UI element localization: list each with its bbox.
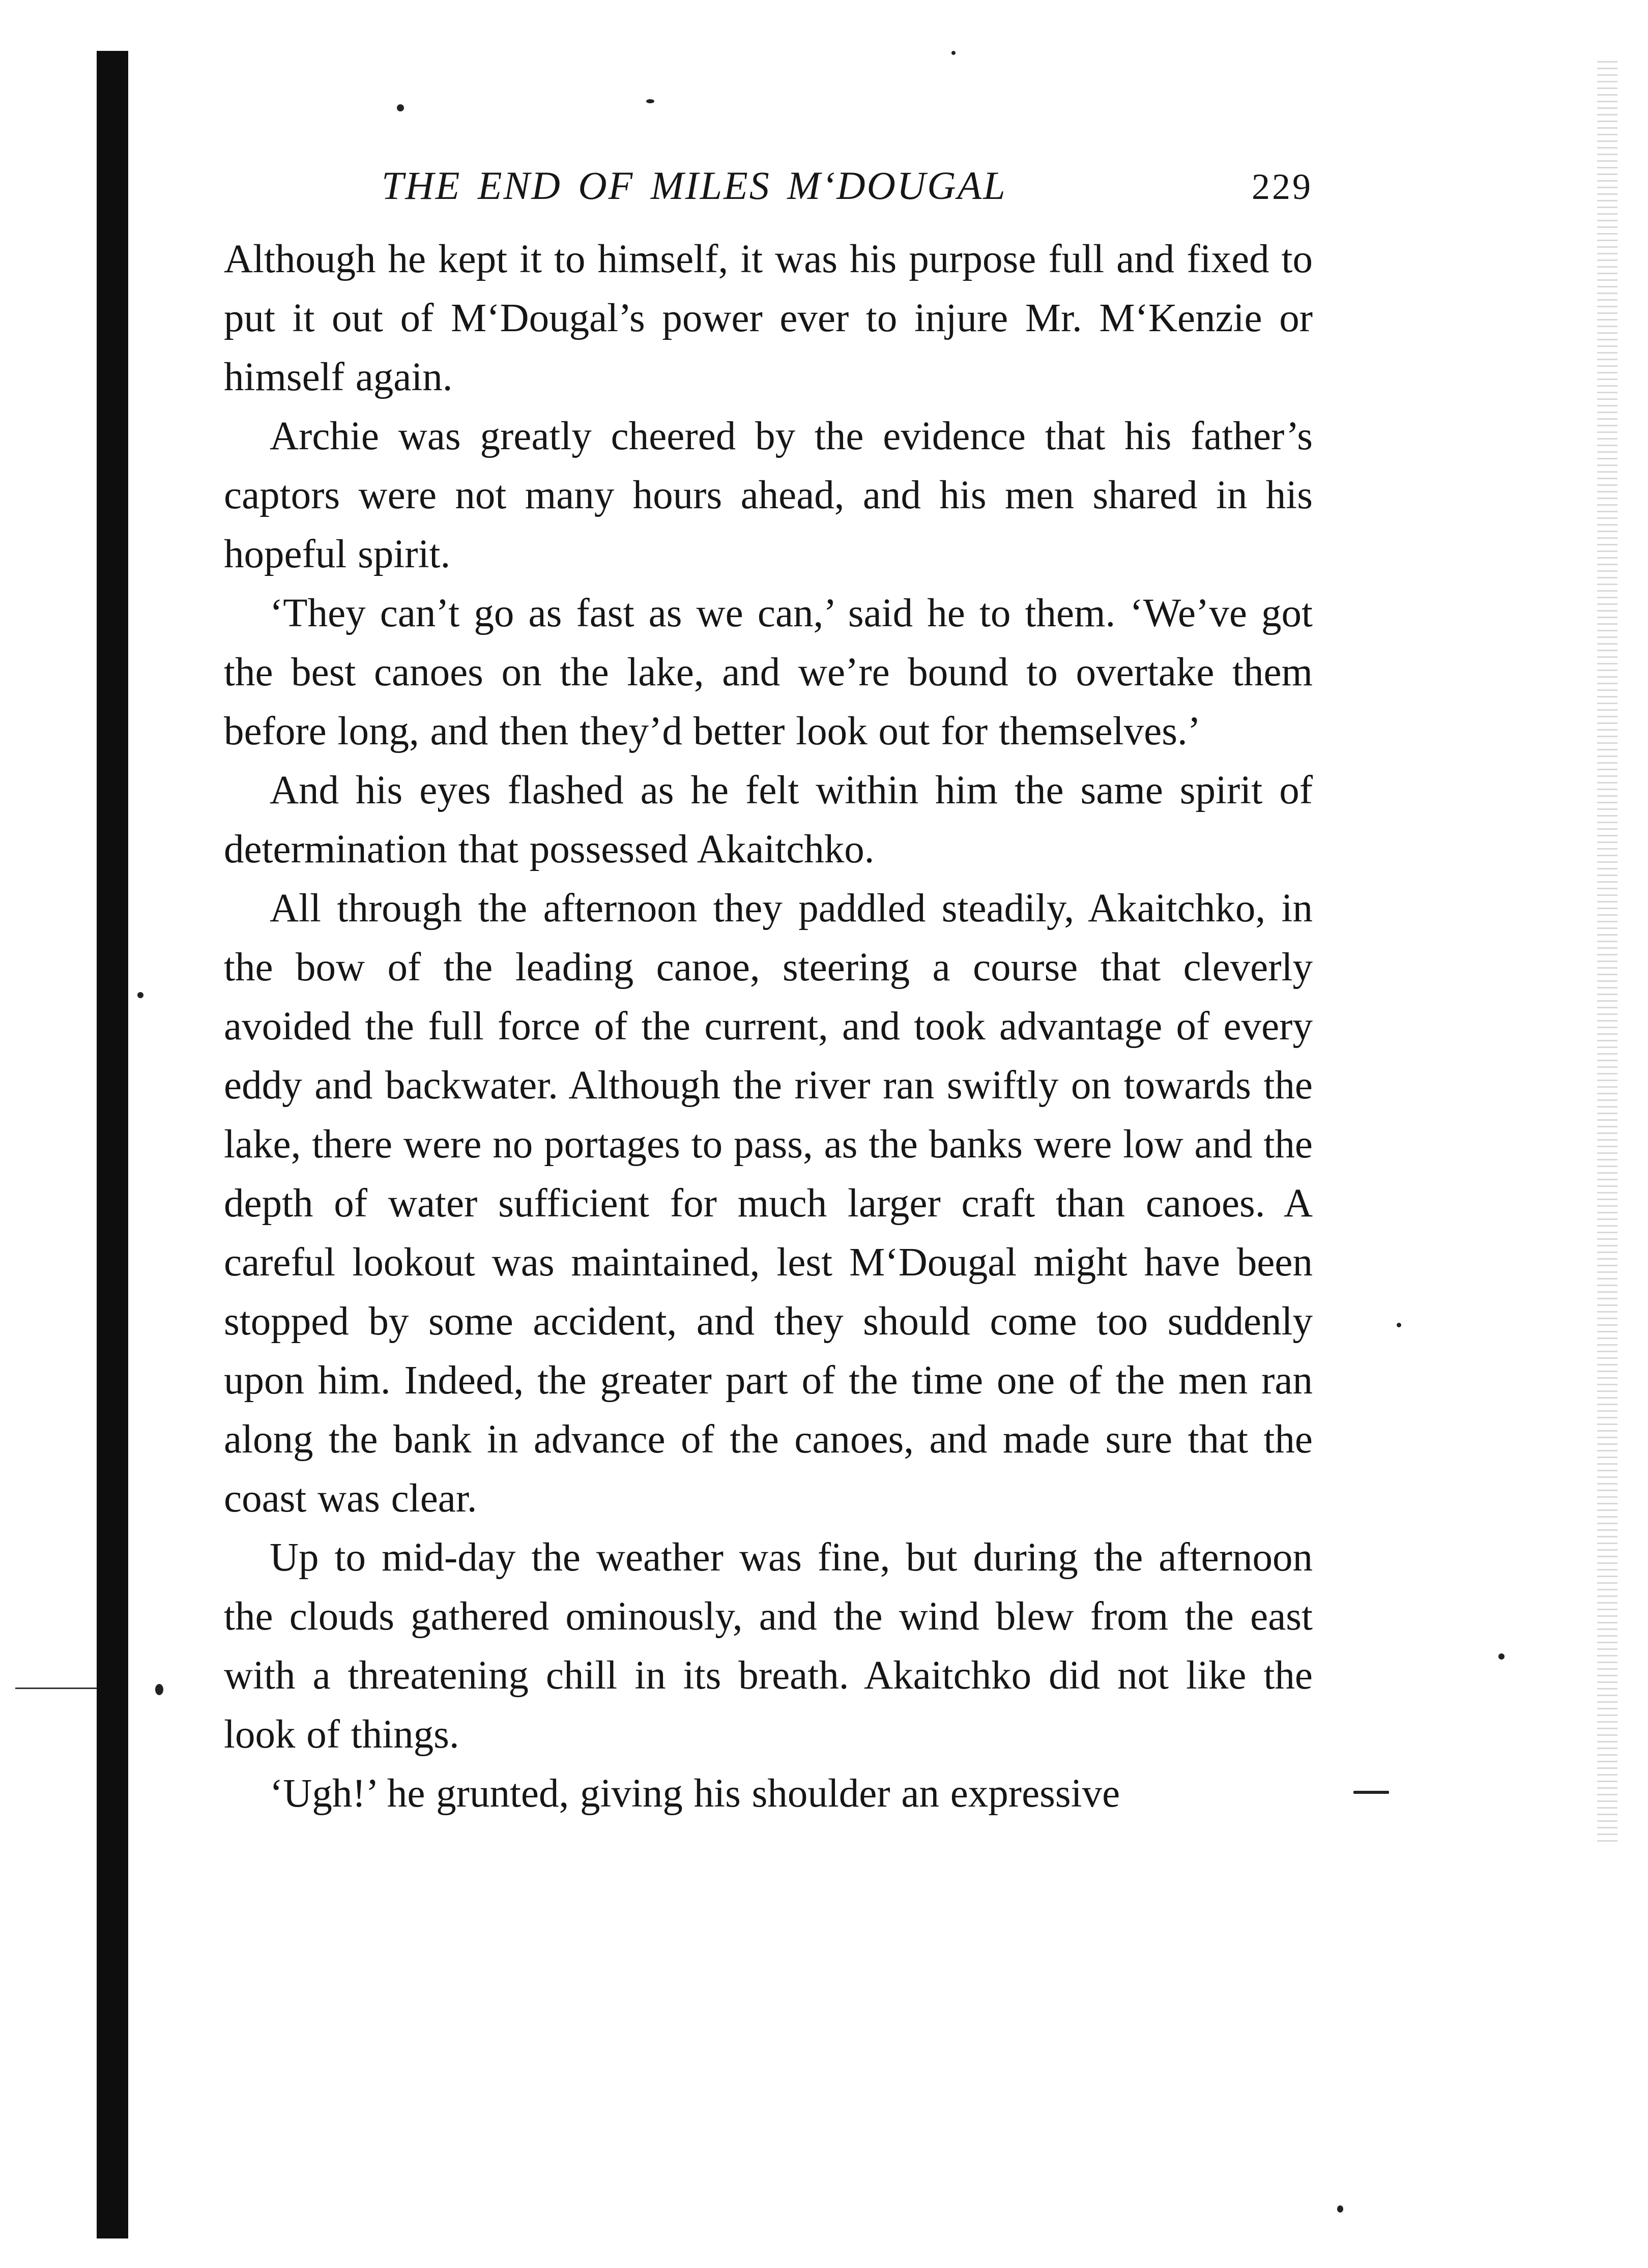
binding-shadow [97, 51, 128, 2238]
speck [1337, 2205, 1343, 2213]
speck [155, 1684, 163, 1695]
paragraph: And his eyes flashed as he felt within him the same spirit of determination that possessed Akaitchko. [224, 768, 1313, 871]
speck [397, 104, 404, 111]
speck [1397, 1323, 1401, 1327]
page-edge-noise [1597, 61, 1617, 1842]
running-head [382, 163, 1313, 219]
margin-rule [15, 1688, 97, 1689]
speck [1353, 1791, 1389, 1794]
book-page [224, 163, 1313, 1823]
paragraph: ‘Ugh!’ he grunted, giving his shoulder an expressive [270, 1771, 1120, 1816]
speck [1498, 1653, 1505, 1660]
page-number: 229 [1252, 166, 1313, 207]
paragraph: Although he kept it to himself, it was his purpose full and fixed to put it out of M‘Dougal’s power ever to injure Mr. M‘Kenzie or himself again. [224, 237, 1313, 399]
paragraph: All through the afternoon they paddled steadily, Akaitchko, in the bow of the leading canoe, steering a course that cleverly avoided the full force of the current, and took advantage of every eddy and backwater. Although the river ran swiftly on towards the lake, there were no portages to pass, as the banks were low and the depth of water sufficient for much larger craft than canoes. A careful lookout was maintained, lest M‘Dougal might have been stopped by some accident, and they should come too suddenly upon him. Indeed, the greater part of the time one of the men ran along the bank in advance of the canoes, and made sure that the coast was clear. [224, 886, 1313, 1521]
running-title: THE END OF MILES M‘DOUGAL [382, 163, 1007, 208]
speck [137, 992, 143, 998]
paragraph: ‘They can’t go as fast as we can,’ said he to them. ‘We’ve got the best canoes on the lake, and we’re bound to overtake them before long, and then they’d better look out for themselves.’ [224, 591, 1313, 753]
speck [646, 99, 654, 103]
speck [951, 51, 956, 55]
paragraph: Archie was greatly cheered by the evidence that his father’s captors were not many hours ahead, and his men shared in his hopeful spirit. [224, 414, 1313, 576]
body-text [224, 230, 1313, 1823]
paragraph: Up to mid-day the weather was fine, but during the afternoon the clouds gathered ominously, and the wind blew from the east with a threatening chill in its breath. Akaitchko did not like the look of things. [224, 1535, 1313, 1757]
